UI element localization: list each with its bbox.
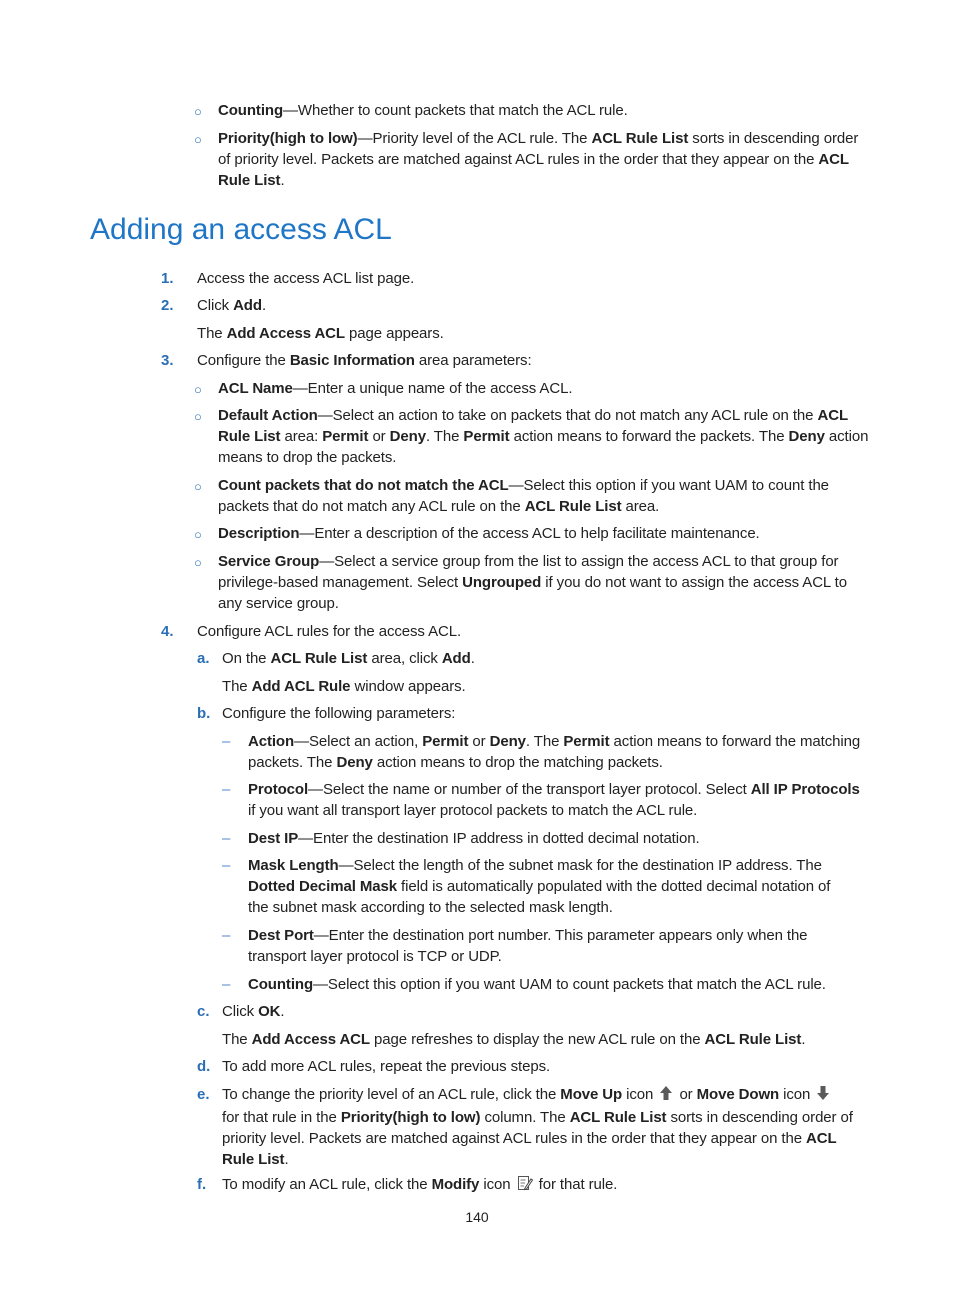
text-line [218, 551, 847, 572]
text-run: Configure the [197, 352, 290, 369]
bold-term: Protocol [248, 781, 309, 798]
text-run: if you do not want to assign the access ACL to [541, 574, 847, 591]
text-run: icon [779, 1086, 815, 1103]
substep-a-note [222, 676, 466, 697]
substep-letter: f. [197, 1176, 207, 1193]
text-run: To add more ACL rules, repeat the previous steps. [222, 1058, 551, 1075]
text-run: the subnet mask according to the selected mask length. [248, 899, 613, 916]
bold-term: Deny [788, 428, 825, 445]
bold-term: Service Group [218, 553, 320, 570]
bold-term: Dotted Decimal Mask [248, 878, 397, 895]
bold-term: ACL Rule List [591, 130, 689, 147]
list-bullet: ○ [194, 555, 202, 570]
step-number: 4. [161, 623, 174, 640]
step-number: 1. [161, 270, 174, 287]
text-line [218, 170, 858, 191]
text-line [218, 149, 858, 170]
text-run: To change the priority level of an ACL rule, click the [222, 1086, 561, 1103]
text-run: —Select this option if you want UAM to count the [508, 477, 829, 494]
text-run: —Enter a description of the access ACL to help facilitate maintenance. [299, 525, 760, 542]
substep-letter: c. [197, 1003, 210, 1020]
text-line [248, 800, 860, 821]
bold-term: Deny [489, 733, 526, 750]
text-run: —Enter the destination port number. This parameter appears only when the [313, 927, 808, 944]
substep-d-text [222, 1056, 550, 1077]
text-run: column. The [480, 1109, 570, 1126]
list-item-default-action [218, 405, 868, 468]
text-line [248, 855, 830, 876]
text-run: —Enter the destination IP address in dotted decimal notation. [298, 830, 700, 847]
text-run: . The [425, 428, 464, 445]
bold-term: ACL Rule List [704, 1031, 802, 1048]
step-number: 2. [161, 297, 174, 314]
text-line [248, 752, 860, 773]
text-run: or [675, 1086, 697, 1103]
substep-c-note [222, 1029, 805, 1050]
list-bullet: ○ [194, 132, 202, 147]
text-run: priority level. Packets are matched against ACL rules in the order that they appear on the [222, 1130, 807, 1147]
text-run: packets. The [248, 754, 337, 771]
bold-term: OK [258, 1003, 281, 1020]
move-up-icon [659, 1085, 673, 1107]
text-line [222, 1084, 853, 1107]
text-run: window appears. [350, 678, 466, 695]
text-line [197, 295, 266, 316]
substep-e-text [222, 1084, 853, 1170]
text-run: —Enter a unique name of the access ACL. [292, 380, 573, 397]
text-run: Click [222, 1003, 259, 1020]
text-line [218, 128, 858, 149]
text-run: —Whether to count packets that match the ACL rule. [283, 102, 628, 119]
text-line [218, 447, 868, 468]
bold-term: Description [218, 525, 300, 542]
bold-term: Add Access ACL [251, 1031, 370, 1048]
bold-term: Permit [322, 428, 369, 445]
text-line [197, 323, 444, 344]
text-line [218, 378, 572, 399]
text-line [218, 405, 868, 426]
text-run: —Select an action to take on packets that do not match any ACL rule on the [317, 407, 818, 424]
text-run: page refreshes to display the new ACL rule on the [369, 1031, 705, 1048]
bold-term: Rule List [218, 428, 281, 445]
param-dest-port [248, 925, 807, 967]
bold-term: Permit [463, 428, 510, 445]
text-run: . [284, 1151, 289, 1168]
text-line [222, 1174, 617, 1197]
text-run: area parameters: [414, 352, 532, 369]
text-line [222, 1001, 284, 1022]
section-heading: Adding an access ACL [90, 213, 392, 246]
page-number: 140 [465, 1209, 489, 1225]
list-dash: – [222, 927, 231, 944]
text-line [218, 593, 847, 614]
step-number: 3. [161, 352, 174, 369]
bold-term: ACL Rule List [270, 650, 368, 667]
substep-f-text [222, 1174, 617, 1197]
list-dash: – [222, 976, 231, 993]
bold-term: Add Access ACL [226, 325, 345, 342]
bold-term: Priority(high to low) [218, 130, 358, 147]
text-run: . The [525, 733, 564, 750]
substep-letter: e. [197, 1086, 210, 1103]
list-item-count-packets [218, 475, 829, 517]
bold-term: ACL [817, 407, 849, 424]
list-bullet: ○ [194, 382, 202, 397]
bold-term: ACL Rule List [524, 498, 622, 515]
text-run: means to drop the packets. [218, 449, 397, 466]
bold-term: Deny [336, 754, 373, 771]
modify-icon [517, 1175, 533, 1197]
bold-term: Count packets that do not match the ACL [218, 477, 509, 494]
bold-term: ACL [806, 1130, 837, 1147]
text-run: for that rule. [534, 1176, 618, 1193]
substep-letter: a. [197, 650, 210, 667]
text-line [248, 779, 860, 800]
bold-term: Default Action [218, 407, 318, 424]
bold-term: Counting [248, 976, 314, 993]
list-dash: – [222, 733, 231, 750]
text-run: sorts in descending order of [666, 1109, 853, 1126]
bold-term: Move Down [696, 1086, 780, 1103]
text-run: any service group. [218, 595, 339, 612]
text-run: Configure the following parameters: [222, 705, 456, 722]
text-line [218, 475, 829, 496]
bold-term: Add ACL Rule [251, 678, 351, 695]
text-run: On the [222, 650, 271, 667]
list-item-acl-name [218, 378, 572, 399]
text-line [222, 676, 466, 697]
text-run: transport layer protocol is TCP or UDP. [248, 948, 502, 965]
text-line [248, 946, 807, 967]
text-line [197, 350, 532, 371]
bold-term: Deny [389, 428, 426, 445]
text-run: —Select an action, [294, 733, 423, 750]
list-bullet: ○ [194, 104, 202, 119]
text-run: page appears. [344, 325, 444, 342]
text-run: . [280, 1003, 285, 1020]
text-line [222, 648, 475, 669]
bold-term: Add [233, 297, 262, 314]
bold-term: Permit [422, 733, 469, 750]
substep-b-text [222, 703, 455, 724]
substep-letter: b. [197, 705, 211, 722]
text-run: Access the access ACL list page. [197, 270, 415, 287]
text-run: —Select the name or number of the transport layer protocol. Select [308, 781, 751, 798]
text-line [222, 1149, 853, 1170]
text-run: field is automatically populated with the dotted decimal notation of [396, 878, 831, 895]
text-run: or [368, 428, 390, 445]
step-2-note [197, 323, 444, 344]
param-dest-ip [248, 828, 700, 849]
text-run: of priority level. Packets are matched against ACL rules in the order that they appear on the [218, 151, 819, 168]
text-run: area, click [367, 650, 442, 667]
text-run: if you want all transport layer protocol packets to match the ACL rule. [248, 802, 698, 819]
text-line [197, 621, 461, 642]
substep-c-text [222, 1001, 284, 1022]
text-run: action [824, 428, 869, 445]
text-line [197, 268, 414, 289]
list-item-description [218, 523, 760, 544]
text-line [222, 1107, 853, 1128]
text-run: sorts in descending order [688, 130, 859, 147]
bold-term: Basic Information [289, 352, 415, 369]
text-line [222, 1056, 550, 1077]
bold-term: Modify [431, 1176, 480, 1193]
text-run: . [470, 650, 475, 667]
list-item-priority [218, 128, 858, 191]
text-line [248, 876, 830, 897]
bold-term: Ungrouped [462, 574, 542, 591]
bold-term: Action [248, 733, 295, 750]
text-run: To modify an ACL rule, click the [222, 1176, 432, 1193]
param-mask-length [248, 855, 830, 918]
text-run: Configure ACL rules for the access ACL. [197, 623, 462, 640]
text-run: for that rule in the [222, 1109, 341, 1126]
text-run: icon [622, 1086, 658, 1103]
bold-term: Counting [218, 102, 284, 119]
list-bullet: ○ [194, 479, 202, 494]
bold-term: Rule List [222, 1151, 285, 1168]
text-run: action means to forward the matching [609, 733, 861, 750]
text-run: . [280, 172, 285, 189]
text-run: Click [197, 297, 234, 314]
list-dash: – [222, 830, 231, 847]
text-run: privilege-based management. Select [218, 574, 463, 591]
text-line [218, 426, 868, 447]
text-line [248, 925, 807, 946]
step-2-text [197, 295, 266, 316]
substep-letter: d. [197, 1058, 211, 1075]
text-run: icon [479, 1176, 515, 1193]
text-run: area: [280, 428, 323, 445]
list-item-counting [218, 100, 628, 121]
text-line [218, 523, 760, 544]
list-item-service-group [218, 551, 847, 614]
step-1-text [197, 268, 414, 289]
text-run: packets that do not match any ACL rule on the [218, 498, 525, 515]
bold-term: Add [441, 650, 471, 667]
bold-term: Mask Length [248, 857, 339, 874]
param-counting [248, 974, 826, 995]
substep-a-text [222, 648, 475, 669]
text-line [222, 1128, 853, 1149]
bold-term: Rule List [218, 172, 281, 189]
move-down-icon [816, 1085, 830, 1107]
text-run: —Priority level of the ACL rule. The [357, 130, 592, 147]
param-protocol [248, 779, 860, 821]
bold-term: ACL Rule List [569, 1109, 667, 1126]
text-line [218, 496, 829, 517]
text-line [248, 974, 826, 995]
bold-term: Dest IP [248, 830, 299, 847]
text-line [248, 828, 700, 849]
text-line [222, 703, 455, 724]
text-line [248, 897, 830, 918]
bold-term: Dest Port [248, 927, 314, 944]
text-run: . [261, 297, 267, 314]
text-line [248, 731, 860, 752]
text-run: action means to forward the packets. The [509, 428, 789, 445]
list-bullet: ○ [194, 527, 202, 542]
text-run: —Select the length of the subnet mask for the destination IP address. The [338, 857, 822, 874]
text-line [218, 100, 628, 121]
text-run: The [222, 678, 252, 695]
list-bullet: ○ [194, 409, 202, 424]
param-action [248, 731, 860, 773]
step-4-text [197, 621, 461, 642]
text-run: —Select a service group from the list to assign the access ACL to that group for [319, 553, 839, 570]
bold-term: ACL [818, 151, 849, 168]
bold-term: Priority(high to low) [340, 1109, 481, 1126]
text-run: —Select this option if you want UAM to count packets that match the ACL rule. [313, 976, 826, 993]
bold-term: Move Up [560, 1086, 623, 1103]
list-dash: – [222, 857, 231, 874]
text-run: The [222, 1031, 252, 1048]
text-run: area. [621, 498, 660, 515]
text-run: . [801, 1031, 806, 1048]
text-line [218, 572, 847, 593]
text-line [222, 1029, 805, 1050]
bold-term: ACL Name [218, 380, 293, 397]
step-3-text [197, 350, 532, 371]
text-run: or [468, 733, 490, 750]
text-run: The [197, 325, 227, 342]
list-dash: – [222, 781, 231, 798]
bold-term: Permit [563, 733, 610, 750]
text-run: action means to drop the matching packets. [372, 754, 663, 771]
bold-term: All IP Protocols [750, 781, 860, 798]
